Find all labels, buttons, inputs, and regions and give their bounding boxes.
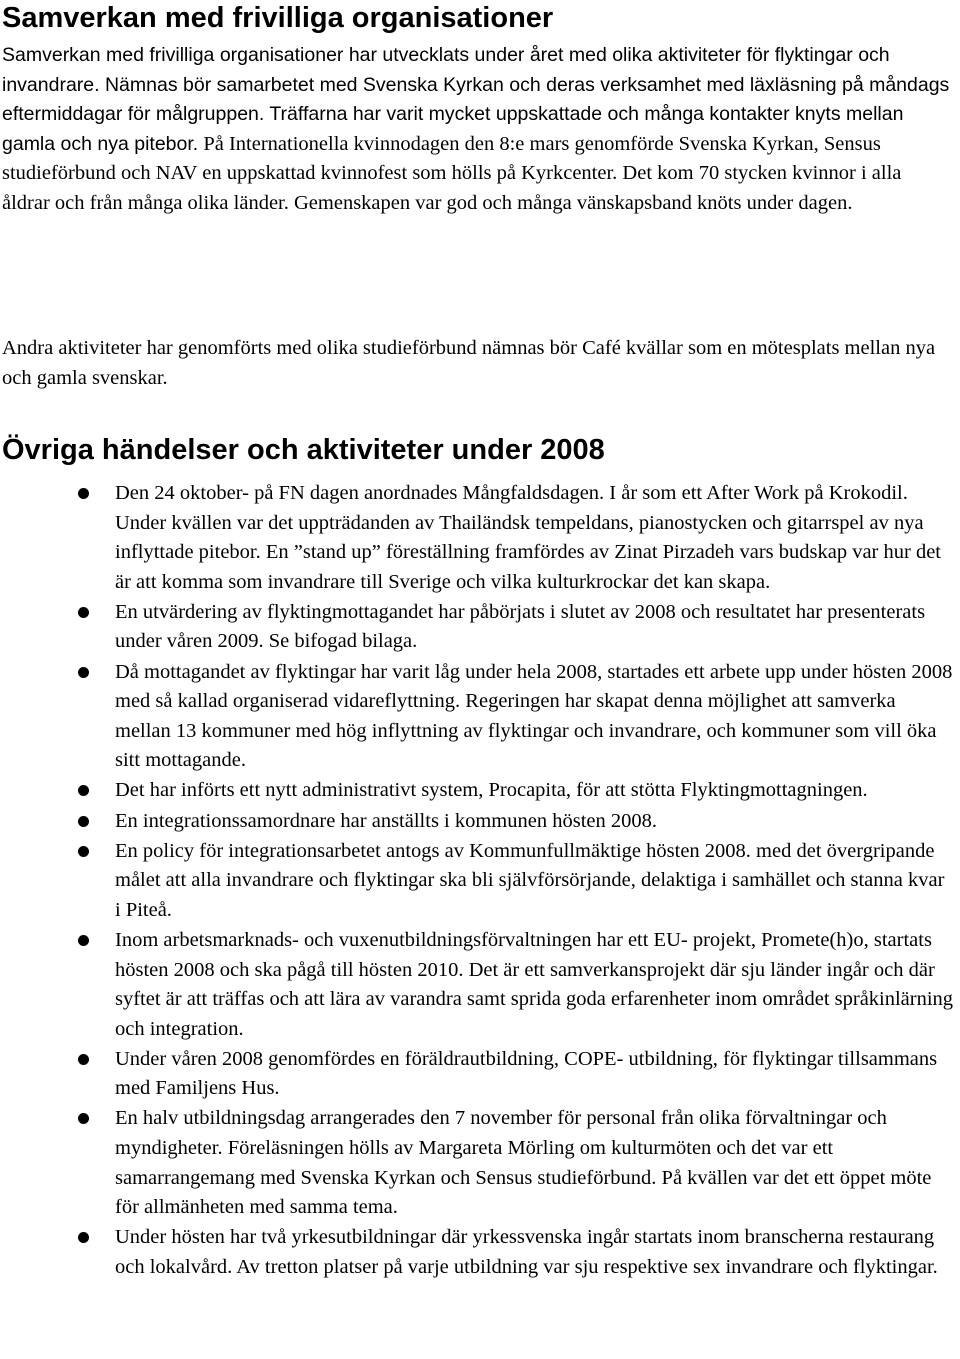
section-heading-ovriga-handelser: Övriga händelser och aktiviteter under 2008 xyxy=(2,434,605,466)
list-item: En policy för integrationsarbetet antogs av Kommunfullmäktige hösten 2008. med det övergripande målet att alla invandrare och flyktingar ska bli självförsörjande, delaktiga i samhället och stanna kvar i Piteå. xyxy=(2,837,955,926)
bullet-icon xyxy=(78,935,89,946)
bullet-icon xyxy=(78,846,89,857)
list-item: En integrationssamordnare har anställts i kommunen hösten 2008. xyxy=(2,807,955,837)
bullet-icon xyxy=(78,1054,89,1065)
list-item: Under våren 2008 genomfördes en föräldrautbildning, COPE- utbildning, för flyktingar tillsammans med Familjens Hus. xyxy=(2,1045,955,1104)
list-item: En halv utbildningsdag arrangerades den 7 november för personal från olika förvaltningar och myndigheter. Föreläsningen hölls av Margareta Mörling om kulturmöten och det var ett samarrangemang med Svenska Kyrkan och Sensus studieförbund. På kvällen var det ett öppet möte för allmänheten med samma tema. xyxy=(2,1104,955,1222)
paragraph-samverkan-kvinnodagen: På Internationella kvinnodagen den 8:e mars genomförde Svenska Kyrkan, Sensus studieförbund och NAV en uppskattad kvinnofest som hölls på Kyrkcenter. Det kom 70 stycken kvinnor i alla åldrar och från många olika länder. Gemenskapen var god och många vänskapsband knöts under dagen. xyxy=(2,132,902,214)
list-item: Inom arbetsmarknads- och vuxenutbildningsförvaltningen har ett EU- projekt, Promete(h)o, startats hösten 2008 och ska pågå till hösten 2010. Det är ett samverkansprojekt där sju länder ingår och där syftet är att träffas och att lära av varandra samt sprida goda erfarenheter inom området språkinlärning och integration. xyxy=(2,926,955,1044)
bullet-icon xyxy=(78,1232,89,1243)
list-item: Det har införts ett nytt administrativt system, Procapita, för att stötta Flyktingmottagningen. xyxy=(2,776,955,806)
bullet-icon xyxy=(78,488,89,499)
list-item: Under hösten har två yrkesutbildningar där yrkessvenska ingår startats inom branscherna restaurang och lokalvård. Av tretton platser på varje utbildning var sju respektive sex invandrare och flyktingar. xyxy=(2,1223,955,1282)
paragraph-samverkan xyxy=(2,41,952,306)
bullet-icon xyxy=(78,607,89,618)
list-item: Den 24 oktober- på FN dagen anordnades Mångfaldsdagen. I år som ett After Work på Krokodil. Under kvällen var det uppträdanden av Thailändsk tempeldans, pianostycken och gitarrspel av nya inflyttade pitebor. En ”stand up” föreställning framfördes av Zinat Pirzadeh vars budskap var hur det är att komma som invandrare till Sverige och vilka kulturkrockar det kan skapa. xyxy=(2,479,955,597)
bullet-icon xyxy=(78,1113,89,1124)
list-item: En utvärdering av flyktingmottagandet har påbörjats i slutet av 2008 och resultatet har presenterats under våren 2009. Se bifogad bilaga. xyxy=(2,598,955,657)
bullet-icon xyxy=(78,785,89,796)
bullet-icon xyxy=(78,816,89,827)
events-list xyxy=(2,479,960,1283)
paragraph-andra-aktiviteter: Andra aktiviteter har genomförts med olika studieförbund nämnas bör Café kvällar som en mötesplats mellan nya och gamla svenskar. xyxy=(2,337,936,389)
paragraph-samverkan-intro: Samverkan med frivilliga organisationer har utvecklats under året med olika aktiviteter för flyktingar och invandrare. Nämnas bör samarbetet med Svenska Kyrkan och deras verksamhet med läxläsning på måndags eftermiddagar för målgruppen. Träffarna har varit mycket uppskattade och många kontakter knyts mellan gamla och nya pitebor. xyxy=(2,44,950,155)
list-item: Då mottagandet av flyktingar har varit låg under hela 2008, startades ett arbete upp under hösten 2008 med så kallad organiserad vidareflyttning. Regeringen har skapat denna möjlighet att samverka mellan 13 kommuner med hög inflyttning av flyktingar och invandrare, och kommuner som vill öka sitt mottagande. xyxy=(2,658,955,776)
bullet-icon xyxy=(78,667,89,678)
section-heading-samverkan: Samverkan med frivilliga organisationer xyxy=(2,2,554,34)
